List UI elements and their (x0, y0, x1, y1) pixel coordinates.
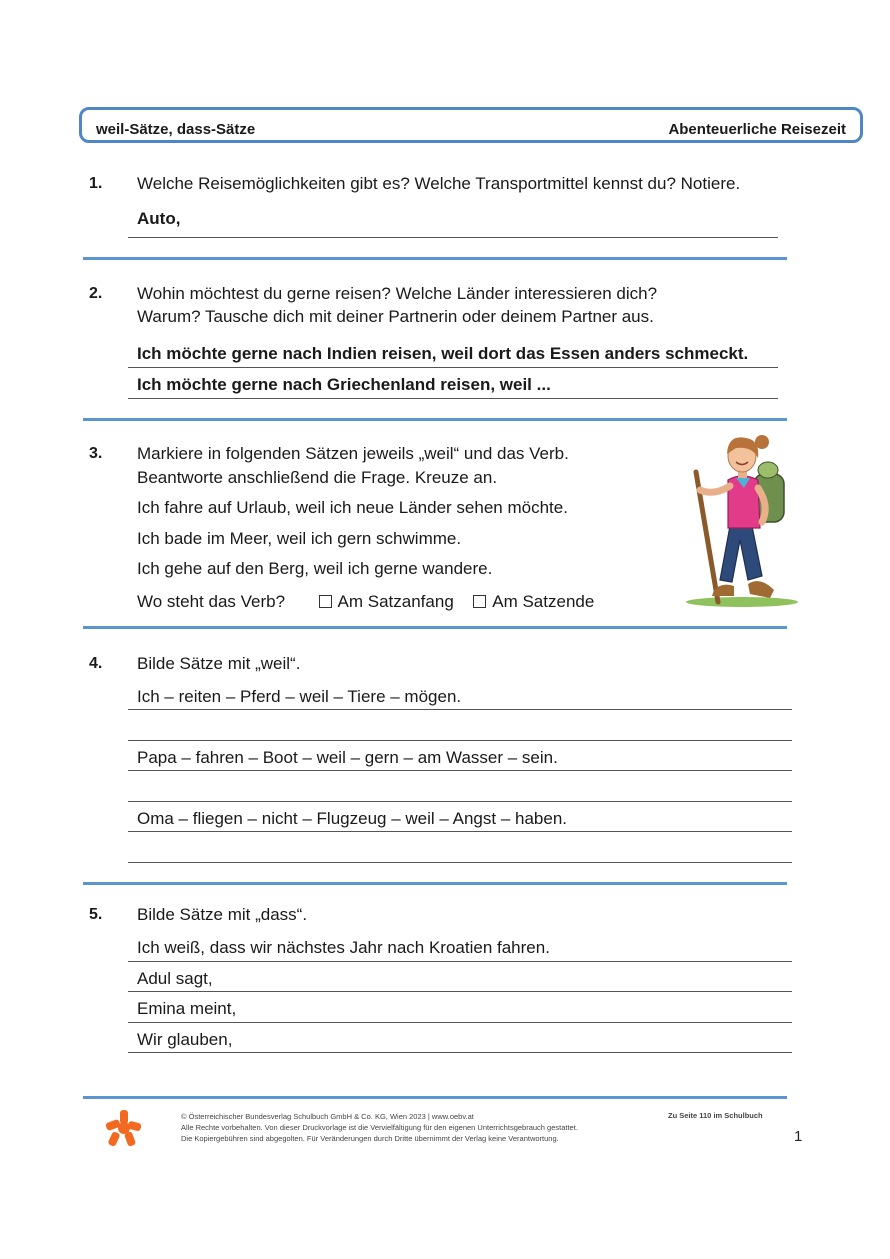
bedroll (758, 462, 778, 478)
textbook-reference: Zu Seite 110 im Schulbuch (668, 1111, 763, 1120)
section-divider (83, 626, 787, 629)
task3-sentence3[interactable]: Ich gehe auf den Berg, weil ich gerne wandere. (137, 559, 493, 578)
checkbox-icon[interactable] (319, 595, 332, 608)
task2-prompt-line1: Wohin möchtest du gerne reisen? Welche Länder interessieren dich? (137, 284, 658, 303)
answer-line[interactable] (128, 398, 778, 399)
answer-line[interactable] (128, 709, 792, 710)
task4-item3: Oma – fliegen – nicht – Flugzeug – weil – Angst – haben. (137, 809, 567, 828)
task3-prompt-line1: Markiere in folgenden Sätzen jeweils „weil“ und das Verb. (137, 444, 569, 463)
right-boot (748, 581, 774, 598)
task3-sentence1[interactable]: Ich fahre auf Urlaub, weil ich neue Länder sehen möchte. (137, 498, 568, 517)
option-satzanfang[interactable]: Am Satzanfang (319, 592, 454, 611)
task5-number: 5. (89, 906, 103, 923)
section-divider (83, 257, 787, 260)
task1-answer: Auto, (137, 209, 181, 228)
task4-prompt: Bilde Sätze mit „weil“. (137, 654, 301, 673)
answer-line[interactable] (128, 770, 792, 771)
task2-prompt-line2: Warum? Tausche dich mit deiner Partnerin oder deinem Partner aus. (137, 307, 654, 326)
answer-line[interactable] (128, 1022, 792, 1023)
answer-line[interactable] (128, 237, 778, 238)
answer-line[interactable] (128, 991, 792, 992)
publisher-logo-icon (104, 1108, 142, 1148)
answer-line[interactable] (128, 1052, 792, 1053)
task5-example: Ich weiß, dass wir nächstes Jahr nach Kroatien fahren. (137, 938, 550, 957)
task5-item3: Wir glauben, (137, 1030, 233, 1049)
footer-divider (83, 1096, 787, 1099)
worksheet-topic: weil-Sätze, dass-Sätze (96, 121, 256, 138)
task2-example2: Ich möchte gerne nach Griechenland reisen, weil ... (137, 375, 551, 394)
answer-line[interactable] (128, 961, 792, 962)
task4-item2: Papa – fahren – Boot – weil – gern – am Wasser – sein. (137, 748, 558, 767)
task2-example1: Ich möchte gerne nach Indien reisen, weil dort das Essen anders schmeckt. (137, 344, 749, 363)
page-number: 1 (794, 1128, 803, 1145)
task3-prompt-line2: Beantworte anschließend die Frage. Kreuze an. (137, 468, 498, 487)
task5-item1: Adul sagt, (137, 969, 213, 988)
worksheet-title: Abenteuerliche Reisezeit (668, 121, 846, 138)
copyright-notice: © Österreichischer Bundesverlag Schulbuch GmbH & Co. KG, Wien 2023 | www.oebv.at Alle Rechte vorbehalten. Von dieser Druckvorlage ist die Vervielfältigung für den eigenen Unterrichtsgebrauch gestattet. Die Kopiergebühren sind abgegolten. Für Veränderungen durch Dritte übernimmt der Verlag keine Verantwortung. (181, 1112, 578, 1143)
task3-number: 3. (89, 445, 103, 462)
hair-bun (755, 435, 769, 449)
grass (686, 597, 798, 607)
trousers (720, 526, 762, 582)
checkbox-icon[interactable] (473, 595, 486, 608)
task2-number: 2. (89, 285, 103, 302)
task5-item2: Emina meint, (137, 999, 237, 1018)
task1-number: 1. (89, 175, 103, 192)
answer-line[interactable] (128, 801, 792, 802)
section-divider (83, 418, 787, 421)
hiker-illustration (678, 430, 804, 612)
option-satzende[interactable]: Am Satzende (473, 592, 594, 611)
task3-sentence2[interactable]: Ich bade im Meer, weil ich gern schwimme. (137, 529, 462, 548)
answer-line[interactable] (128, 862, 792, 863)
task5-prompt: Bilde Sätze mit „dass“. (137, 905, 308, 924)
task1-prompt: Welche Reisemöglichkeiten gibt es? Welche Transportmittel kennst du? Notiere. (137, 174, 741, 193)
task3-question-row (137, 590, 594, 614)
task4-number: 4. (89, 655, 103, 672)
section-divider (83, 882, 787, 885)
task4-item1: Ich – reiten – Pferd – weil – Tiere – mögen. (137, 687, 462, 706)
task3-question: Wo steht das Verb? (137, 592, 286, 611)
arm (700, 486, 730, 492)
answer-line[interactable] (128, 831, 792, 832)
answer-line[interactable] (128, 740, 792, 741)
answer-line[interactable] (128, 367, 778, 368)
